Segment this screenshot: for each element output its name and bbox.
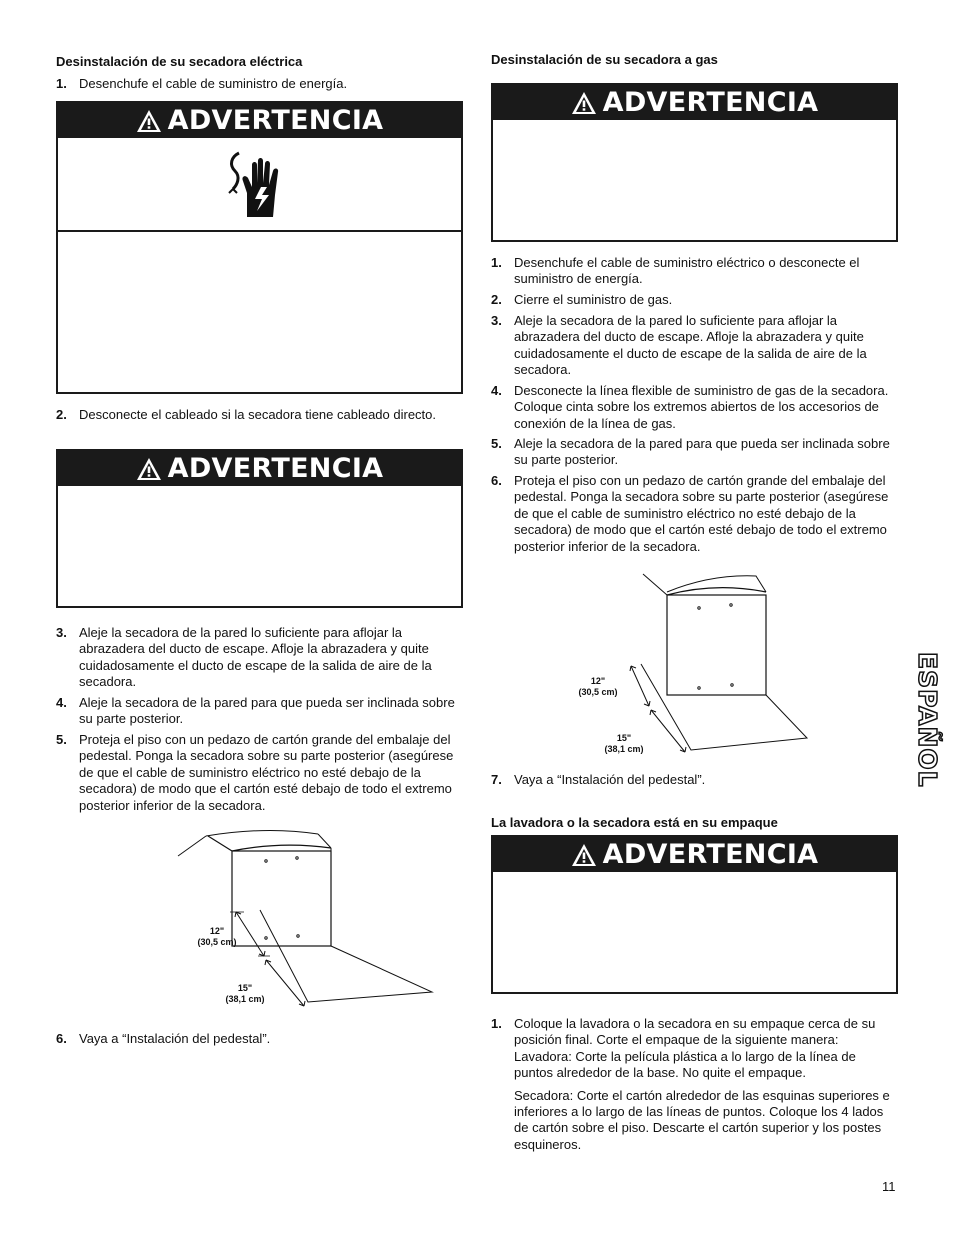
dimension-cm: (38,1 cm) (225, 994, 265, 1004)
dimension-cm: (30,5 cm) (197, 937, 237, 947)
warning-box-electric (56, 101, 463, 394)
warning-header (58, 451, 461, 486)
step-4 (491, 383, 898, 432)
step-text: Aleje la secadora de la pared lo suficiente para aflojar la abrazadera del ducto de escape. Afloje la abrazadera y quite cuidadosamente el ducto de escape de la salida de aire de la secadora. (514, 313, 867, 378)
step-number: 1. (491, 1016, 502, 1031)
step-number: 1. (56, 76, 67, 91)
step-7 (491, 772, 898, 788)
step-number: 4. (56, 695, 67, 710)
dimension-cm: (38,1 cm) (604, 744, 644, 754)
dimension-inches: 12" (209, 926, 225, 936)
step-text: Desenchufe el cable de suministro eléctrico o desconecte el suministro de energía. (514, 255, 860, 287)
dryer-on-cardboard-figure (136, 826, 436, 1016)
electrical-shock-hand-icon (225, 147, 295, 221)
step-2 (491, 292, 898, 308)
step-text: Desconecte la línea flexible de suministro de gas de la secadora. Coloque cinta sobre los extremos abiertos de los accesorios de conexión de la línea de gas. (514, 383, 889, 431)
step-1 (56, 76, 463, 92)
warning-label: ADVERTENCIA (602, 87, 819, 118)
step-5 (491, 436, 898, 469)
dryer-illustration (571, 570, 871, 760)
step-1 (491, 255, 898, 288)
dimension-label-12 (563, 676, 633, 698)
warning-icon-area (58, 138, 461, 230)
step-text: Cierre el suministro de gas. (514, 292, 673, 307)
warning-header (493, 837, 896, 872)
warning-divider (58, 230, 461, 232)
step-5 (56, 732, 463, 814)
dimension-inches: 12" (590, 676, 606, 686)
step-text: Desenchufe el cable de suministro de energía. (79, 76, 348, 91)
step-2 (56, 407, 463, 423)
warning-triangle-icon (571, 843, 597, 867)
step-number: 2. (491, 292, 502, 307)
warning-label: ADVERTENCIA (167, 453, 384, 484)
step-6 (56, 1031, 463, 1047)
page-number: 11 (882, 1179, 896, 1194)
step-text: Vaya a “Instalación del pedestal”. (79, 1031, 271, 1046)
warning-label: ADVERTENCIA (602, 839, 819, 870)
section-heading-electric: Desinstalación de su secadora eléctrica (56, 54, 303, 69)
warning-box-gas (491, 83, 898, 242)
step-text: Aleje la secadora de la pared lo suficiente para aflojar la abrazadera del ducto de escape. Afloje la abrazadera y quite cuidadosamente el ducto de escape de la salida de aire de la secadora. (79, 625, 432, 690)
step-number: 6. (491, 473, 502, 488)
step-text: Aleje la secadora de la pared para que pueda ser inclinada sobre su parte posterior. (79, 695, 455, 727)
section-heading-packaging: La lavadora o la secadora está en su empaque (491, 815, 778, 830)
step-text: Proteja el piso con un pedazo de cartón grande del embalaje del pedestal. Ponga la secadora sobre su parte posterior (asegúrese de que el cable de suministro eléctrico no esté debajo de la secadora) de modo que el cartón esté debajo de todo el extremo posterior inferior de la secadora. (79, 732, 454, 813)
step-number: 5. (56, 732, 67, 747)
step-3 (56, 625, 463, 691)
warning-box-packaging (491, 835, 898, 994)
dryer-illustration (136, 826, 436, 1016)
step-text: Vaya a “Instalación del pedestal”. (514, 772, 706, 787)
section-heading-gas: Desinstalación de su secadora a gas (491, 52, 718, 67)
warning-triangle-icon (136, 457, 162, 481)
dimension-cm: (30,5 cm) (578, 687, 618, 697)
dimension-label-15 (589, 733, 659, 755)
dimension-inches: 15" (237, 983, 253, 993)
step-text: Proteja el piso con un pedazo de cartón grande del embalaje del pedestal. Ponga la secadora sobre su parte posterior (asegúrese de que el cable de suministro eléctrico no esté debajo de la secadora) de modo que el cartón esté debajo de todo el extremo posterior inferior de la secadora. (514, 473, 889, 554)
dimension-label-12 (182, 926, 252, 948)
dryer-on-cardboard-figure (571, 570, 871, 760)
step-packaging-1 (491, 1016, 898, 1159)
step-3 (491, 313, 898, 379)
step-number: 5. (491, 436, 502, 451)
warning-header (493, 85, 896, 120)
warning-triangle-icon (136, 109, 162, 133)
step-4 (56, 695, 463, 728)
step-number: 4. (491, 383, 502, 398)
dimension-label-15 (210, 983, 280, 1005)
warning-box-electric-2 (56, 449, 463, 608)
step-number: 1. (491, 255, 502, 270)
step-6 (491, 473, 898, 555)
step-text (514, 1016, 898, 1153)
step-number: 7. (491, 772, 502, 787)
language-tab-graphic (913, 650, 942, 830)
step-number: 6. (56, 1031, 67, 1046)
language-tab-text: ESPAÑOL (913, 652, 942, 788)
step-paragraph-dryer: Secadora: Corte el cartón alrededor de las esquinas superiores e inferiores a lo largo de las líneas de puntos. Coloque los 4 lados de cartón sobre el piso. Descarte el cartón superior y los postes esquineros. (514, 1087, 890, 1152)
dimension-inches: 15" (616, 733, 632, 743)
step-paragraph-washer: Coloque la lavadora o la secadora en su empaque cerca de su posición final. Corte el empaque de la siguiente manera: Lavadora: Corte la película plástica a lo largo de la línea de puntos alrededor de la base. No quite el empaque. (514, 1016, 876, 1081)
step-text: Desconecte el cableado si la secadora tiene cableado directo. (79, 407, 437, 422)
warning-triangle-icon (571, 91, 597, 115)
warning-header (58, 103, 461, 138)
language-side-tab (913, 650, 942, 830)
step-number: 3. (56, 625, 67, 640)
warning-label: ADVERTENCIA (167, 105, 384, 136)
step-text: Aleje la secadora de la pared para que pueda ser inclinada sobre su parte posterior. (514, 436, 890, 468)
step-number: 3. (491, 313, 502, 328)
step-number: 2. (56, 407, 67, 422)
